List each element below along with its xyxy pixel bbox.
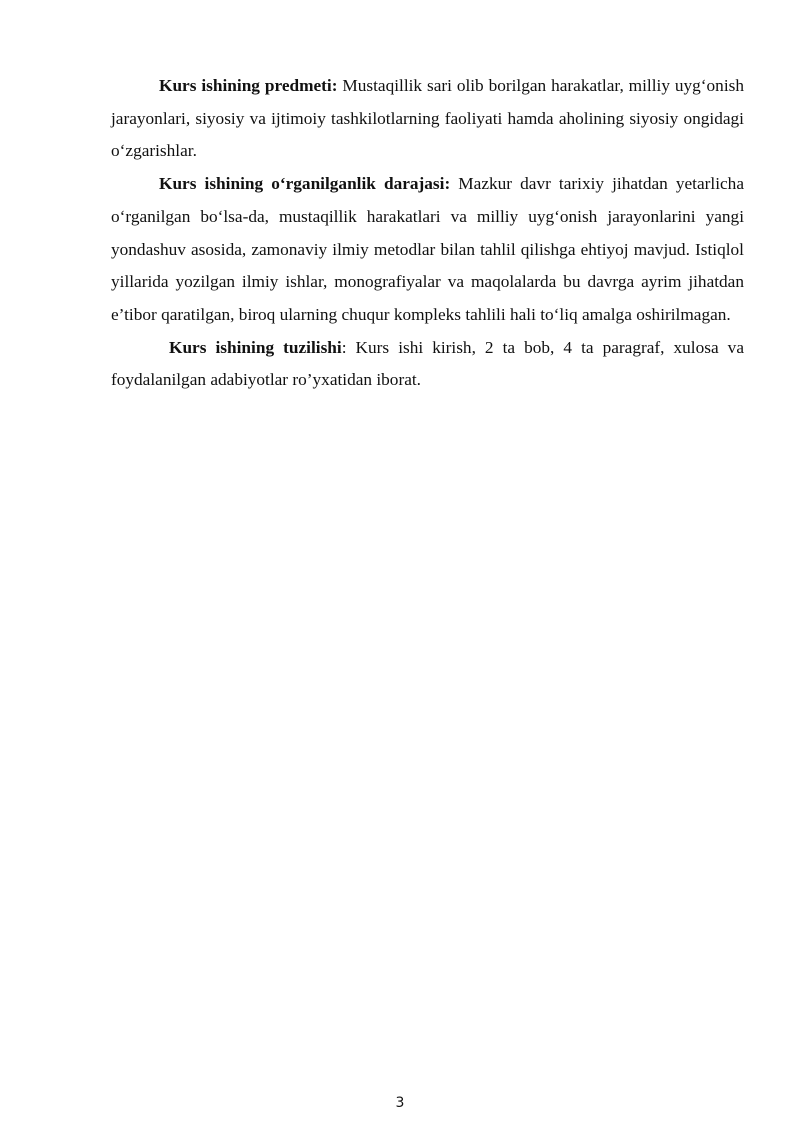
paragraph-structure [111,332,744,397]
document-body [111,70,744,397]
structure-text: : Kurs ishi kirish, 2 ta bob, 4 ta paragraf, xulosa va foydalanilgan adabiyotlar ro’yxatidan iborat. [111,337,744,390]
paragraph-subject [111,70,744,168]
subject-text: Mustaqillik sari olib borilgan harakatlar, milliy uyg‘onish jarayonlari, siyosiy va ijtimoiy tashkilotlarning faoliyati hamda aholining siyosiy ongidagi o‘zgarishlar. [111,76,744,161]
paragraph-research-level [111,168,744,332]
subject-heading: Kurs ishining predmeti: [159,76,338,95]
research-level-heading: Kurs ishining o‘rganilganlik darajasi: [159,174,451,194]
research-level-text: Mazkur davr tarixiy jihatdan yetarlicha o‘rganilgan bo‘lsa-da, mustaqillik harakatlari va milliy uyg‘onish jarayonlarini yangi yondashuv asosida, zamonaviy ilmiy metodlar bilan tahlil qilishga ehtiyoj mavjud. Istiqlol yillarida yozilgan ilmiy ishlar, monografiyalar va maqolalarda bu davrga ayrim jihatdan e’tibor qaratilgan, biroq ularning chuqur kompleks tahlili hali to‘liq amalga oshirilmagan. [111,174,744,324]
structure-heading: Kurs ishining tuzilishi [169,337,342,357]
page-number: 3 [395,1095,405,1111]
